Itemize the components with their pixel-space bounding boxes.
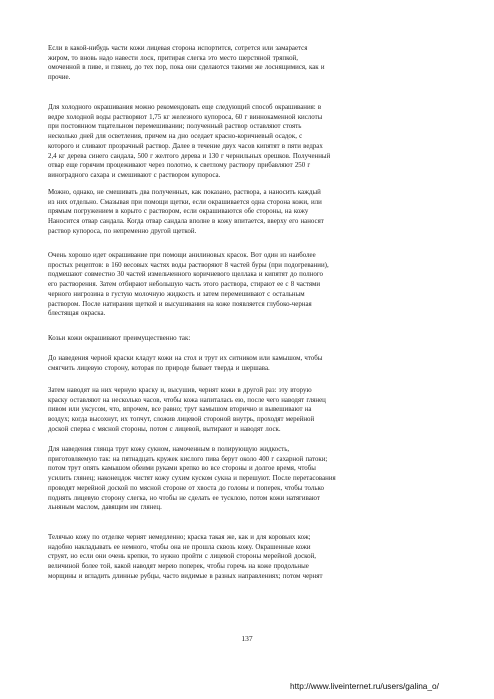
text-line: виноградного сахара и смешивают с раствором купороса. (48, 171, 221, 179)
text-line: краску оставляют на несколько часов, чтобы кожа напиталась ею, после чего наводят глянец (48, 396, 326, 404)
text-line: подмешают совместно 30 частей измельченного коричневого щеллака и кипятят до полного (48, 271, 323, 279)
text-line: потом трут опять камышом обеими руками крепко во все стороны и долгое время, чтобы (48, 465, 316, 473)
text-line: Очень хорошо идет окрашивание при помощи анилиновых красок. Вот один из наиболее (48, 252, 316, 259)
paragraph (48, 251, 450, 319)
text-line: пивом или уксусом, что, впрочем, все равно; трут камышом вторично и вывешивают на (48, 406, 312, 414)
text-line: 2,4 кг дерева синего сандала, 500 г желтого дерева и 130 г чернильных орешков. Полученный (48, 152, 331, 160)
text-line: ведре холодной воды растворяют 1,75 кг железного купороса, 60 г виннокаменной кислоты (48, 113, 323, 121)
text-line: простых рецептов: в 160 весовых частях воды растворяют 8 частей буры (при подогревании), (48, 261, 329, 269)
text-line: приготовляемую так: на пятнадцать кружек кислого пива берут около 400 г сахарной патоки; (48, 455, 328, 463)
text-line: несколько дней для осветления, причем на дно оседает красно-коричневый осадок, с (48, 133, 303, 141)
text-line: величиной более той, какой наводят мерею поперек, чтобы горечь на коже продольные (48, 563, 309, 571)
text-line: морщины и вгладить длинные рубцы, часто видимые в разных направлениях; потом чернят (48, 572, 323, 580)
text-line: льняным маслом, давящим им глянец. (48, 504, 162, 512)
paragraph (48, 445, 450, 513)
text-line: жиром, то вновь надо навести лоск, притирая слегка это место шерстяной тряпкой, (48, 54, 298, 62)
paragraph (48, 354, 450, 373)
text-line: Телячью кожу по отделке чернят немедленно; краска такая же, как и для коровьих кож; (48, 534, 311, 541)
paragraph (48, 533, 450, 582)
text-line: доской сперва с мясной стороны, потом с лицевой, вытирают и наводят лоск. (48, 425, 281, 433)
text-line: струят, но если они очень крепки, то нужно пройти с лицевой стороны мерейной доской, (48, 553, 316, 561)
text-line: омоченной в пиве, и глянец, до тех пор, пока они сделаются такими же лоснящимися, как и (48, 64, 325, 72)
text-line: поднять лицевую сторону слегка, но чтобы не сделать ее тусклою, потом кожи натягивают (48, 494, 320, 502)
text-line: Наносится отвар сандала. Когда отвар сандала вполне в кожу впитается, вверху его наносят (48, 218, 324, 226)
text-line: проводят мерейной доской по мясной стороне от хвоста до головы и поперек, чтобы только (48, 484, 324, 492)
text-line: смягчить лицевую сторону, которая по природе бывает тверда и шершава. (48, 364, 270, 372)
page-number: 137 (241, 634, 253, 643)
text-line: Затем наводят на них черную краску и, высушив, чернят кожи в другой раз: эту вторую (48, 387, 312, 394)
text-line: из них отдельно. Смазывая при помощи щетки, если окрашивается одна сторона кожи, или (48, 198, 322, 206)
text-line: прямым погружением в корыто с раствором, если окрашиваются обе стороны, на кожу (48, 208, 309, 216)
source-url-watermark: http://www.liveinternet.ru/users/galina_o/ (290, 681, 439, 691)
text-line: Козьи кожи окрашивают преимущественно так: (48, 335, 191, 342)
text-line: прочие. (48, 74, 71, 82)
text-line: усилить глянец; наконецдок чистят кожу сухим куском сукна и перешуют. После перетасования (48, 475, 336, 483)
text-line: раствором. После натирания щеткой и высушивания на коже появляется глубоко-черная (48, 300, 312, 308)
text-line: Можно, однако, не смешивать два полученных, как показано, раствора, а наносить каждый (48, 189, 321, 196)
text-line: черного нигрозина в густую молочную жидкость и затем перемешивают с остальным (48, 290, 305, 298)
text-line: раствор купороса, по непременно другой щеткой. (48, 227, 197, 235)
text-line: Если в какой-нибудь части кожи лицевая сторона испортится, сотрется или замарается (48, 45, 308, 52)
text-line: Для холодного окрашивания можно рекомендовать еще следующий способ окрашивания: в (48, 104, 322, 111)
paragraph (48, 334, 450, 344)
text-line: надобно накладывать ее немного, чтобы она не прошла сквозь кожу. Окрашенные кожи (48, 543, 311, 551)
paragraph (48, 386, 450, 435)
paragraph (48, 44, 450, 83)
text-line: блестящая окраска. (48, 310, 106, 318)
text-line: воздух; когда высохнут, их топчут, сложив лицевой стороной внутрь, проходят мерейной (48, 416, 315, 424)
text-line: которого и сливают прозрачный раствор. Далее в течение двух часов кипятят в пяти ведрах (48, 142, 323, 150)
text-line: его растворения. Затем отбирают небольшую часть этого раствора, стирают ее с 8 частями (48, 281, 321, 289)
text-line: отвар еще горячим процеживают через полотно, к светлому раствору прибавляют 250 г (48, 162, 311, 170)
text-line: До наведения черной краски кладут кожи на стол и трут их ситником или камышом, чтобы (48, 355, 323, 362)
paragraph (48, 103, 450, 181)
paragraph (48, 188, 450, 237)
text-line: Для наведения глянца трут кожу сукном, намоченным в полирующую жидкость, (48, 446, 290, 453)
text-line: при постоянном тщательном перемешивании; полученный раствор оставляют стоять (48, 123, 302, 131)
